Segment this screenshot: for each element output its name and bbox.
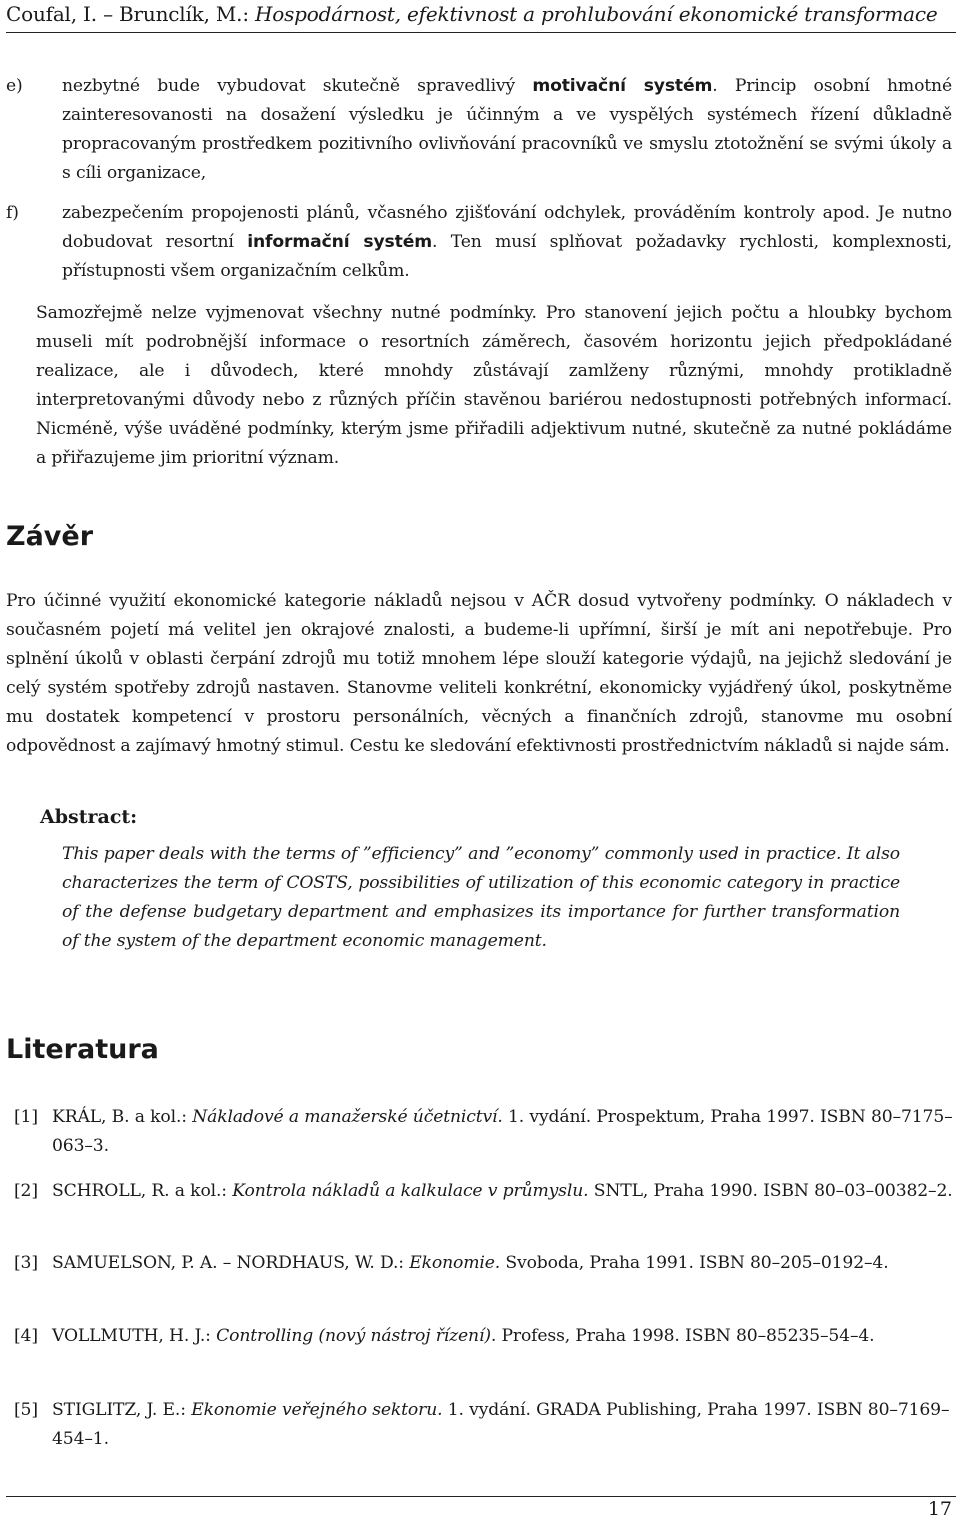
reference-item	[14, 1322, 954, 1351]
reference-authors: SAMUELSON, P. A. – NORDHAUS, W. D.:	[52, 1253, 410, 1273]
reference-authors: STIGLITZ, J. E.:	[52, 1400, 192, 1420]
reference-text	[14, 1103, 954, 1161]
list-item-text	[6, 72, 952, 188]
reference-title: Kontrola nákladů a kalkulace v průmyslu.	[232, 1181, 589, 1201]
list-item-f	[6, 199, 952, 286]
paragraph-conditions: Samozřejmě nelze vyjmenovat všechny nutné podmínky. Pro stanovení jejich počtu a hloubky bychom museli mít podrobnější informace o resortních záměrech, časovém horizontu jejich předpokládané realizace, ale i důvodech, které mnohdy zůstávají zamlženy různými, mnohdy protikladně interpretovanými důvody nebo z různých příčin stavěnou bariérou nedostupnosti potřebných informací. Nicméně, výše uváděné podmínky, kterým jsme přiřadili adjektivum nutné, skutečně za nutné pokládáme a přiřazujeme jim prioritní význam.	[36, 303, 952, 468]
reference-authors: SCHROLL, R. a kol.:	[52, 1181, 233, 1201]
reference-text	[14, 1249, 954, 1278]
list-item-text-pre: nezbytné bude vybudovat skutečně spravedlivý	[62, 76, 533, 96]
reference-text	[14, 1396, 954, 1454]
reference-title: Controlling (nový nástroj řízení).	[216, 1326, 497, 1346]
reference-authors: KRÁL, B. a kol.:	[52, 1107, 193, 1127]
list-item-text-post: . Ten musí splňovat požadavky rychlosti, komplexnosti, přístupnosti všem organizačním celkům.	[62, 232, 952, 281]
reference-publication: Profess, Praha 1998. ISBN 80–85235–54–4.	[496, 1326, 875, 1346]
reference-publication: SNTL, Praha 1990. ISBN 80–03–00382–2.	[588, 1181, 953, 1201]
abstract-heading: Abstract:	[40, 806, 138, 828]
list-item-label: e)	[6, 76, 23, 96]
reference-item	[14, 1396, 954, 1454]
reference-number: [2]	[14, 1181, 38, 1201]
reference-text	[14, 1322, 954, 1351]
reference-number: [3]	[14, 1253, 38, 1273]
running-header	[6, 0, 956, 33]
reference-item	[14, 1249, 954, 1278]
reference-publication: 1. vydání. GRADA Publishing, Praha 1997. ISBN 80–7169–454–1.	[52, 1400, 950, 1449]
section-heading-conclusion: Závěr	[6, 521, 94, 552]
reference-number: [1]	[14, 1107, 38, 1127]
reference-title: Nákladové a manažerské účetnictví.	[192, 1107, 503, 1127]
header-authors: Coufal, I. – Brunclík, M.:	[6, 2, 249, 26]
reference-publication: 1. vydání. Prospektum, Praha 1997. ISBN 80–7175–063–3.	[52, 1107, 953, 1156]
reference-item	[14, 1177, 954, 1206]
list-item-e	[6, 72, 952, 188]
reference-title: Ekonomie veřejného sektoru.	[191, 1400, 443, 1420]
list-item-label: f)	[6, 203, 19, 223]
page-number: 17	[927, 1498, 952, 1520]
list-item-text	[6, 199, 952, 286]
bold-term-informacni-system: informační systém	[247, 232, 432, 252]
reference-number: [4]	[14, 1326, 38, 1346]
header-title: Hospodárnost, efektivnost a prohlubování ekonomické transformace	[255, 2, 938, 26]
section-heading-references: Literatura	[6, 1034, 159, 1065]
list-item-text-post: . Princip osobní hmotné zainteresovanosti na dosažení výsledku je účinným a ve vyspělých systémech řízení důkladně propracovaným prostředkem pozitivního ovlivňování pracovníků ve smyslu ztotožnění se svými úkoly a s cíli organizace,	[62, 76, 952, 183]
abstract-text: This paper deals with the terms of ”efficiency” and ”economy” commonly used in practice. It also characterizes the term of COSTS, possibilities of utilization of this economic category in practice of the defense budgetary department and emphasizes its importance for further transformation of the system of the department economic management.	[62, 844, 900, 951]
list-item-text-pre: zabezpečením propojenosti plánů, včasného zjišťování odchylek, prováděním kontroly apod. Je nutno dobudovat resortní	[62, 203, 952, 252]
paragraph-conclusion: Pro účinné využití ekonomické kategorie nákladů nejsou v AČR dosud vytvořeny podmínky. O nákladech v současném pojetí má velitel jen okrajové znalosti, a budeme-li upřímní, širší je mít ani nepotřebuje. Pro splnění úkolů v oblasti čerpání zdrojů mu totiž mnohem lépe slouží kategorie výdajů, na jejichž sledování je celý systém spotřeby zdrojů nastaven. Stanovme veliteli konkrétní, ekonomicky vyjádřený úkol, poskytněme mu dostatek kompetencí v prostoru personálních, věcných a finančních zdrojů, stanovme mu osobní odpovědnost a zajímavý hmotný stimul. Cestu ke sledování efektivnosti prostřednictvím nákladů si najde sám.	[6, 591, 952, 756]
reference-authors: VOLLMUTH, H. J.:	[52, 1326, 217, 1346]
footer-divider	[6, 1496, 956, 1497]
reference-title: Ekonomie.	[409, 1253, 501, 1273]
reference-number: [5]	[14, 1400, 38, 1420]
reference-text	[14, 1177, 954, 1206]
reference-publication: Svoboda, Praha 1991. ISBN 80–205–0192–4.	[500, 1253, 889, 1273]
reference-item	[14, 1103, 954, 1161]
bold-term-motivacni-system: motivační systém	[532, 76, 713, 96]
